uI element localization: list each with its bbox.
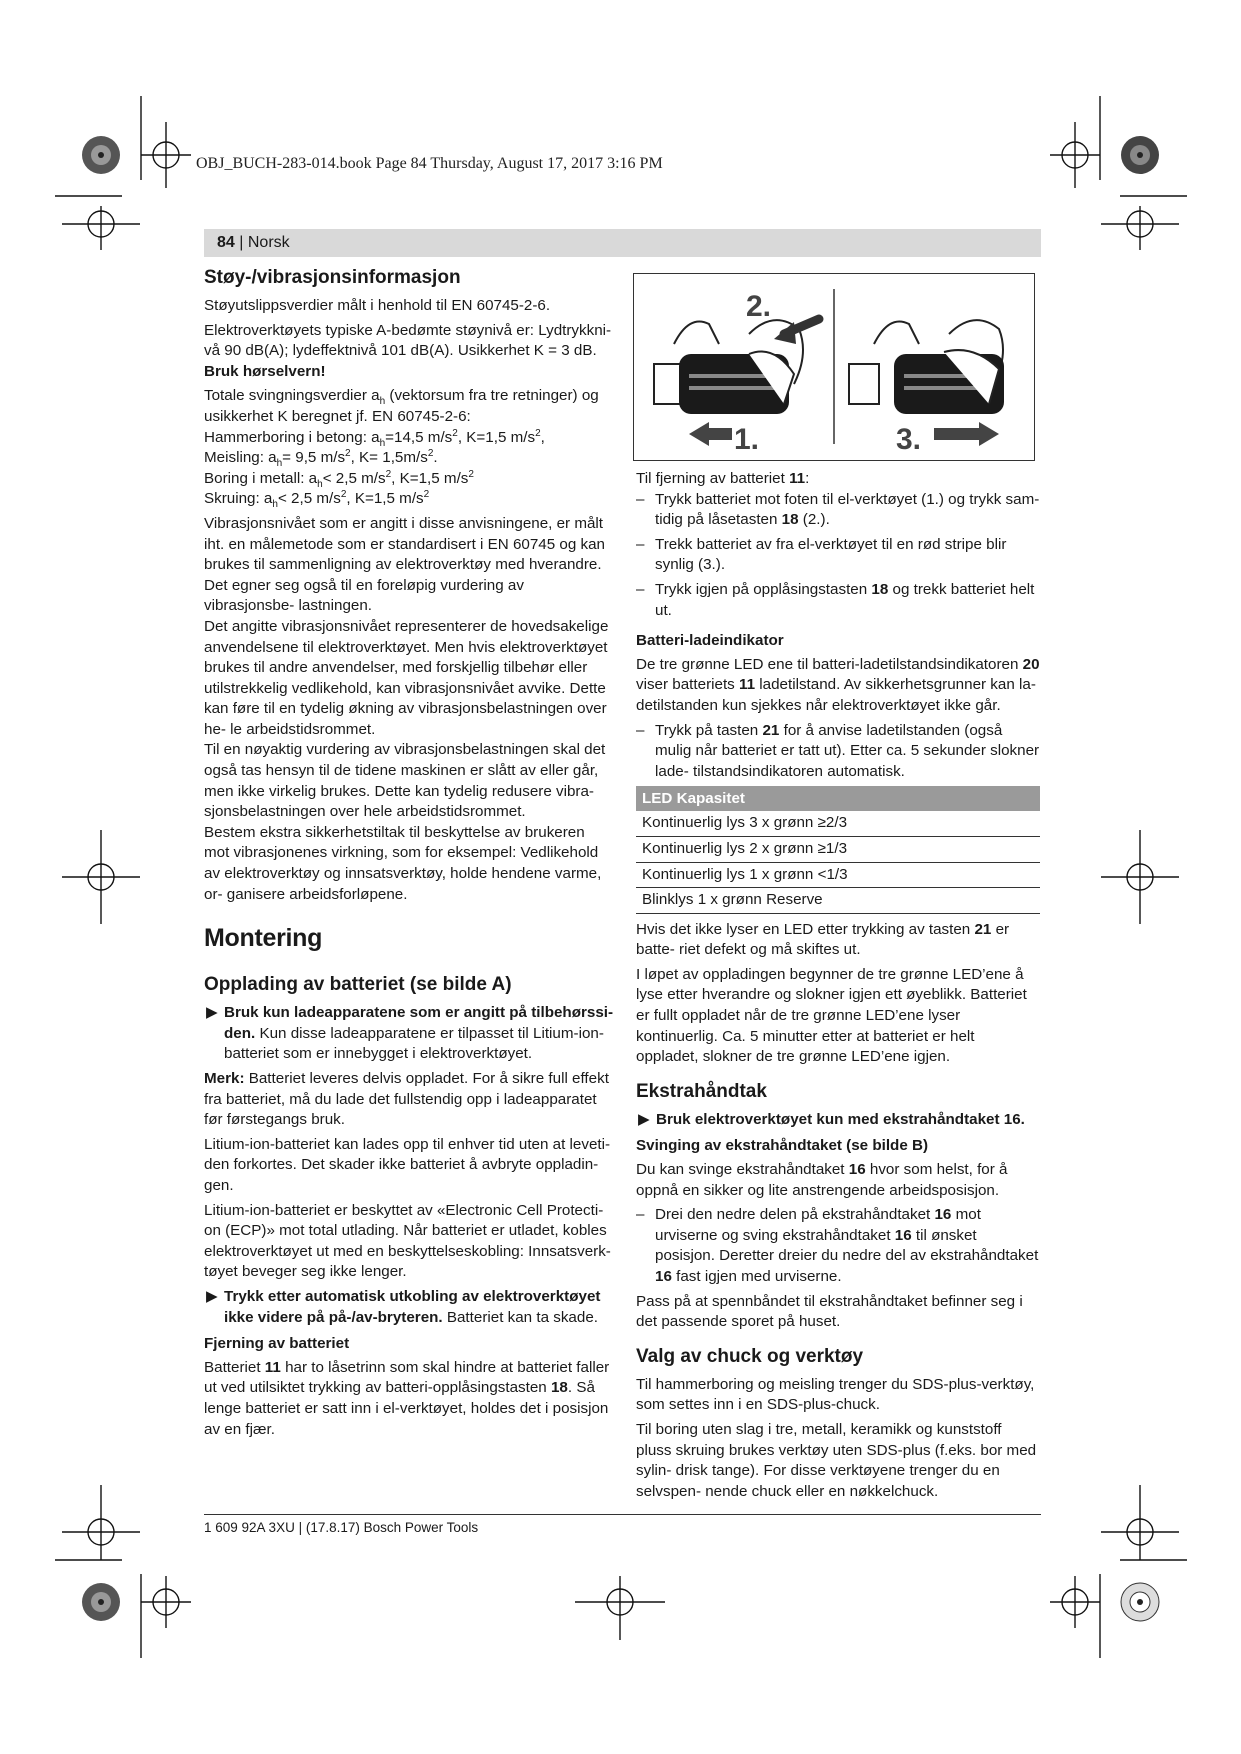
noise-section-title: Støy-/vibrasjonsinformasjon [204,267,461,288]
vibration-values: Totale svingningsverdier $a_h$ (vektorsum fra tre retninger) og usikkerhet K beregnet jf. EN 60745-2-6: Hammerboring i betong: $a_h=14,5$ $m/s^2$, K=1,5 $m/s^2$, Meisling: $a_h= 9,5$ $m/s^2$, $K= 1,5m/s^2$. Boring i metall: $a_h< 2,5$ $m/s^2$, K=1,5 $m/s^2$ Skruing: $a_h< 2,5$ $m/s^2$, K=1,5 $m/s^2$ [204,387,599,511]
removal-intro: Til fjerning av batteriet 11: [636,470,810,487]
note-paragraph: Merk: Batteriet leveres delvis oppladet. For å sikre full effekt fra batteriet, må du lade det fullstendig opp i ladeapparatet før førstegangs bruk. [204,1070,609,1129]
noise-level-paragraph: Elektroverktøyets typiske A-bedømte støynivå er: Lydtrykkni- vå 90 dB(A); lydeffektnivå 101 dB(A). Usikkerhet K = 3 dB. Bruk hørselvern! [204,321,612,380]
removal-step: – Trekk batteriet av fra el-verktøyet til en rød stripe blir synlig (3.). [636,535,1007,574]
battery-removal-illustration [634,274,1034,460]
table-header: LED Kapasitet [636,786,1040,811]
band-paragraph: Pass på at spennbåndet til ekstrahåndtaket befinner seg i det passende sporet på huset. [636,1292,1023,1331]
hearing-protection-warning: Bruk hørselvern! [204,362,326,380]
chuck-paragraph: Til hammerboring og meisling trenger du SDS-plus-verktøy, som settes inn i en SDS-plus-chuck. [636,1375,1035,1414]
vibration-paragraph: Til en nøyaktig vurdering av vibrasjonsbelastningen skal det også tas hensyn til de tidene maskinen er slått av eller går, men ikke virkelig brukes. Dette kan tydelig redusere vibra- sjonsbelastningen over hele arbeidstidsrommet. [204,741,606,821]
battery-removal-title: Fjerning av batteriet [204,1335,350,1353]
chuck-title: Valg av chuck og verktøy [636,1345,864,1367]
charging-title: Opplading av batteriet (se bilde A) [204,974,512,996]
vibration-paragraph: Det angitte vibrasjonsnivået representerer de hovedsakelige anvendelsene til elektroverktøyet. Men hvis elektroverktøyet brukes til andre anvendelser, med forskjellig tilbehør eller utilstrekkelig vedlikehold, kan vibrasjonsnivået avvike. Dette kan føre til en tydelig økning av vibrasjonsbelastningen over he- le arbeidstidsrommet. [204,617,609,738]
extra-handle-title: Ekstrahåndtak [636,1080,767,1102]
table-row: Kontinuerlig lys 3 x grønn ≥2/3 [636,811,1040,836]
page-footer: 1 609 92A 3XU | (17.8.17) Bosch Power Tools [204,1520,479,1535]
swing-handle-paragraph: Du kan svinge ekstrahåndtaket 16 hvor som helst, for å oppnå en sikker og lite anstrengende arbeidsposisjon. [636,1161,1008,1199]
file-header: OBJ_BUCH-283-014.book Page 84 Thursday, August 17, 2017 3:16 PM [196,155,663,172]
auto-shutoff-bullet: ▶ Trykk etter automatisk utkobling av elektroverktøyet ikke videre på på-/av-bryteren. Batteriet kan ta skade. [206,1287,601,1326]
vibration-paragraph: Vibrasjonsnivået som er angitt i disse anvisningene, er målt iht. en målemetode som er standardisert i EN 60745 og kan brukes til sammenligning av elektroverktøy med hverandre. Det egner seg også til en foreløpig vurdering av vibrasjonsbe- lastningen. [204,514,606,615]
page-number: 84 [217,234,235,251]
table-row: Blinklys 1 x grønn Reserve [636,888,1040,914]
removal-step: – Trykk igjen på opplåsingstasten 18 og trekk batteriet helt ut. [636,580,1035,619]
charge-indicator-paragraph: De tre grønne LED ene til batteri-ladetilstandsindikatoren 20 viser batteriets 11 ladetilstand. Av sikkerhetsgrunner kan la- detilstanden kun sjekkes når elektroverktøyet ikke går. [636,655,1040,714]
right-column [636,469,1040,1506]
chuck-paragraph: Til boring uten slag i tre, metall, keramikk og kunststoff pluss skruing brukes verktøy uten SDS-plus (f.eks. bor med sylin- drisk tange). For disse verktøyene trenger du en selvspen- nende chuck eller en nøkkelchuck. [636,1420,1037,1500]
swing-handle-title: Svinging av ekstrahåndtaket (se bilde B) [636,1137,929,1155]
triangle-bullet-icon: ▶ [206,1004,218,1022]
liion-paragraph: Litium-ion-batteriet kan lades opp til enhver tid uten at leveti- den forkortes. Det skader ikke batteriet å avbryte oppladin- gen. [204,1135,611,1194]
charger-bullet: ▶ Bruk kun ladeapparatene som er angitt på tilbehørssi- den. Kun disse ladeapparatene er tilpasset til Litium-ion- batteriet som er innebygget i elektroverktøyet. [206,1004,614,1063]
battery-removal-figure [633,273,1035,461]
charge-indicator-step: – Trykk på tasten 21 for å anvise ladetilstanden (også mulig når batteriet er tatt ut). Etter ca. 5 sekunder slokner lade- tilstandsindikatoren automatisk. [636,721,1040,780]
liion-paragraph: Litium-ion-batteriet er beskyttet av «Electronic Cell Protecti- on (ECP)» mot total utlading. Når batteriet er utladet, kobles elektroverktøyet ut med en beskyttelseskobling: Innsatsverk- tøyet beveger seg ikke lenger. [204,1201,611,1281]
section-language: Norsk [247,234,290,251]
charge-indicator-title: Batteri-ladeindikator [636,632,784,650]
left-column [204,266,614,1444]
extra-handle-bullet: ▶ Bruk elektroverktøyet kun med ekstrahåndtaket 16. [636,1110,1040,1131]
removal-step: – Trykk batteriet mot foten til el-verktøyet (1.) og trykk sam- tidig på låsetasten 18 (2.). [636,490,1040,529]
triangle-bullet-icon: ▶ [206,1287,218,1305]
vibration-paragraph: Bestem ekstra sikkerhetstiltak til beskyttelse av brukeren mot vibrasjonenes virkning, som for eksempel: Vedlikehold av elektroverktøy og innsatsverktøy, holde hendene varme, or- ganisere arbeidsforløpene. [204,823,602,903]
defect-paragraph: Hvis det ikke lyser en LED etter trykking av tasten 21 er batte- riet defekt og må skiftes ut. [636,920,1010,959]
battery-removal-paragraph: Batteriet 11 har to låsetrinn som skal hindre at batteriet faller ut ved utilsiktet trykking av batteri-opplåsingstasten 18. Så lenge batteriet er satt inn i el-verktøyet, holdes det i posisjon av en fjær. [204,1358,610,1438]
mounting-title: Montering [204,924,323,953]
table-row: Kontinuerlig lys 1 x grønn <1/3 [636,862,1040,888]
header-separator: | [239,234,244,251]
table-row: Kontinuerlig lys 2 x grønn ≥1/3 [636,836,1040,862]
swing-handle-step: – Drei den nedre delen på ekstrahåndtaket 16 mot urviserne og sving ekstrahåndtaket 16 til ønsket posisjon. Deretter dreier du nedre del av ekstrahåndtaket 16 fast igjen med urviserne. [636,1206,1039,1285]
step-1-label: 1. [734,423,760,456]
led-capacity-table [636,786,1040,913]
charging-paragraph: I løpet av oppladingen begynner de tre grønne LED’ene å lyse etter hverandre og slokner igjen ett øyeblikk. Batteriet er fullt oppladet når de tre grønne LED’ene lyser kontinuerlig. Ca. 5 minutter etter at batteriet er helt oppladet, slokner de tre grønne LED’ene igjen. [636,965,1027,1066]
step-2-label: 2. [746,290,772,323]
page-header-bar [204,229,1041,257]
triangle-bullet-icon: ▶ [638,1110,650,1128]
footer-divider [204,1514,1041,1515]
step-3-label: 3. [896,423,922,456]
noise-paragraph: Støyutslippsverdier målt i henhold til EN 60745-2-6. [204,297,551,314]
